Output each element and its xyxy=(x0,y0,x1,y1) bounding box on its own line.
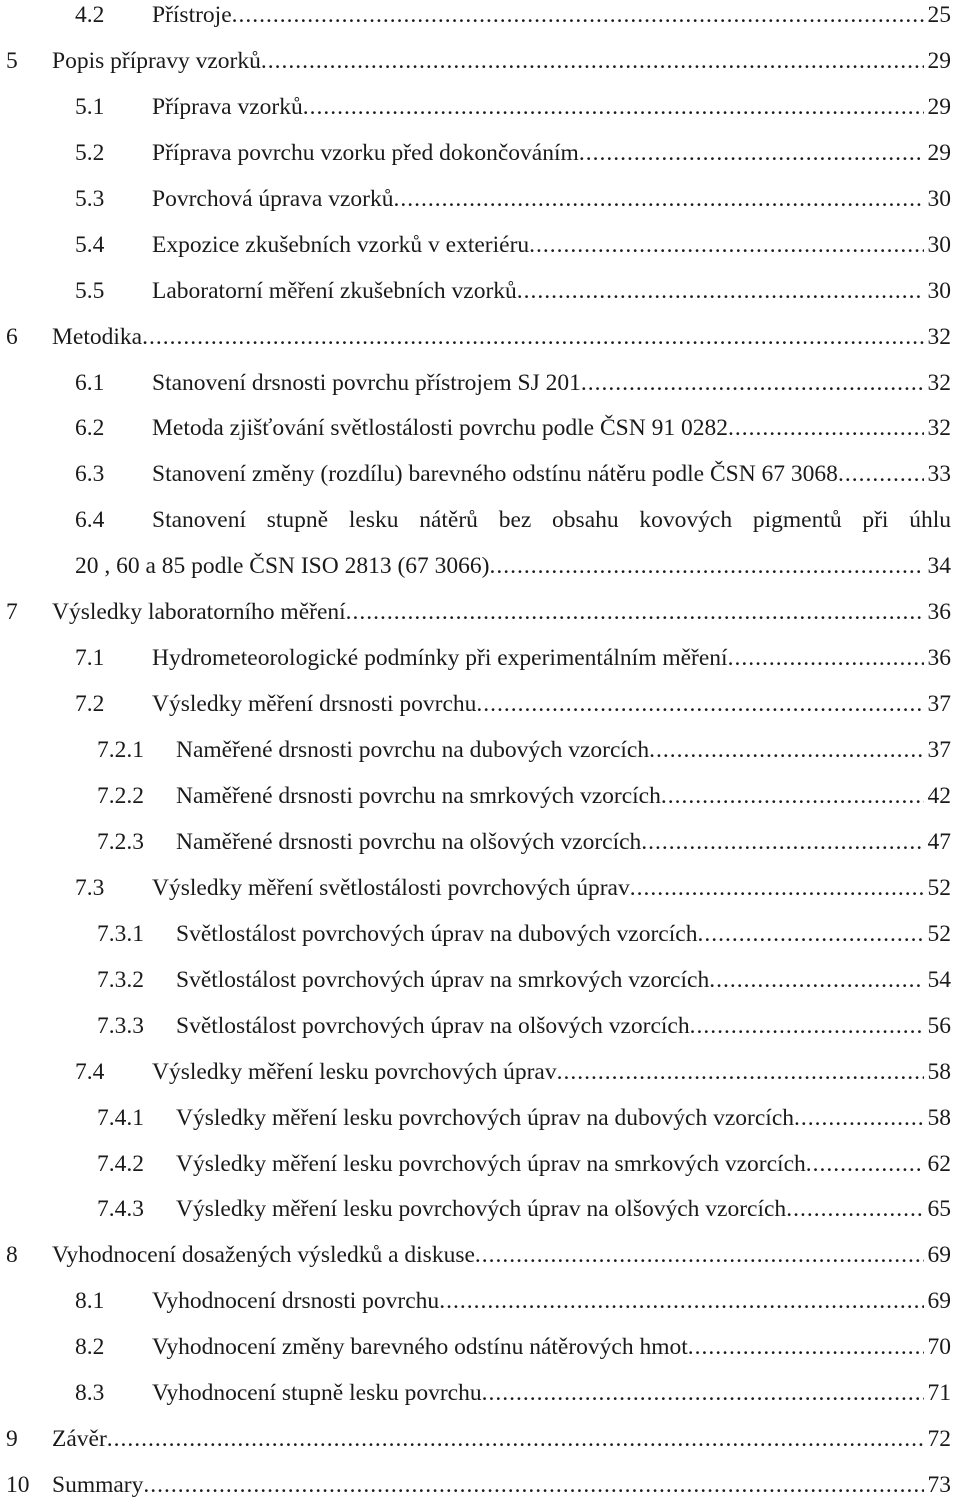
toc-entry-title: Naměřené drsnosti povrchu na smrkových vzorcích xyxy=(176,782,661,809)
toc-entry-title: Výsledky měření lesku povrchových úprav xyxy=(152,1058,557,1085)
toc-entry[interactable] xyxy=(0,735,951,765)
toc-entry-page-number: 29 xyxy=(927,139,951,166)
toc-entry-title: Expozice zkušebních vzorků v exteriéru xyxy=(152,231,530,258)
toc-dot-leader xyxy=(439,1286,923,1316)
toc-dot-leader xyxy=(232,0,924,30)
toc-entry-page-number: 37 xyxy=(927,691,951,718)
toc-entry[interactable] xyxy=(0,965,951,995)
toc-entry-page-number: 52 xyxy=(927,920,951,947)
toc-entry-page-number: 29 xyxy=(927,47,951,74)
toc-dot-leader xyxy=(630,873,924,903)
toc-entry-number: 5.1 xyxy=(75,93,105,120)
toc-entry-page-number: 32 xyxy=(927,323,951,350)
toc-entry-title: Výsledky měření lesku povrchových úprav na smrkových vzorcích xyxy=(176,1150,806,1177)
toc-entry-title: Stanovení drsnosti povrchu přístrojem SJ 201 xyxy=(152,369,581,396)
toc-entry-number: 10 xyxy=(6,1472,30,1499)
toc-entry-page-number: 32 xyxy=(927,369,951,396)
toc-entry-number: 6.4 xyxy=(75,507,105,534)
toc-dot-leader xyxy=(482,1378,924,1408)
toc-entry-number: 5.4 xyxy=(75,231,105,258)
toc-entry[interactable] xyxy=(0,1286,951,1316)
toc-entry[interactable] xyxy=(0,1149,951,1179)
toc-entry-number: 7.1 xyxy=(75,645,105,672)
toc-entry[interactable] xyxy=(0,1057,951,1087)
toc-entry-number: 8.1 xyxy=(75,1288,105,1315)
toc-entry-title: Výsledky měření lesku povrchových úprav na olšových vzorcích xyxy=(176,1196,787,1223)
toc-dot-leader xyxy=(697,919,923,949)
toc-dot-leader xyxy=(661,781,924,811)
toc-entry-number: 6.2 xyxy=(75,415,105,442)
toc-dot-leader xyxy=(393,184,923,214)
toc-entry-title: Světlostálost povrchových úprav na olšových vzorcích xyxy=(176,1012,690,1039)
toc-entry[interactable] xyxy=(0,322,951,352)
toc-entry-page-number: 62 xyxy=(927,1150,951,1177)
toc-entry[interactable] xyxy=(0,597,951,627)
toc-dot-leader xyxy=(690,1011,924,1041)
toc-entry-number: 7.2.3 xyxy=(97,828,144,855)
toc-entry[interactable] xyxy=(0,781,951,811)
toc-entry-title: Stanovení stupně lesku nátěrů bez obsahu kovových pigmentů při úhlu xyxy=(152,507,951,534)
toc-entry-number: 7.4 xyxy=(75,1058,105,1085)
toc-dot-leader xyxy=(641,827,923,857)
toc-entry-number: 6.1 xyxy=(75,369,105,396)
toc-entry-page-number: 29 xyxy=(927,93,951,120)
toc-dot-leader xyxy=(649,735,923,765)
toc-entry[interactable] xyxy=(0,689,951,719)
toc-entry-number: 7.3.2 xyxy=(97,966,144,993)
toc-dot-leader xyxy=(490,551,924,581)
toc-entry[interactable] xyxy=(0,1332,951,1362)
toc-entry-title: Světlostálost povrchových úprav na dubových vzorcích xyxy=(176,920,698,947)
toc-entry[interactable] xyxy=(0,1240,951,1270)
toc-entry-number: 7.2.1 xyxy=(97,737,144,764)
toc-entry-page-number: 69 xyxy=(927,1288,951,1315)
toc-entry-title: Výsledky laboratorního měření xyxy=(52,599,346,626)
toc-entry-number: 7.4.1 xyxy=(97,1104,144,1131)
toc-dot-leader xyxy=(581,368,924,398)
toc-entry-title: Příprava vzorků xyxy=(152,93,303,120)
toc-entry-title: Hydrometeorologické podmínky při experimentálním měření xyxy=(152,645,728,672)
toc-entry-page-number: 34 xyxy=(927,553,951,580)
toc-entry-title: Výsledky měření světlostálosti povrchových úprav xyxy=(152,874,630,901)
toc-entry-number: 7.2.2 xyxy=(97,782,144,809)
toc-entry-page-number: 70 xyxy=(927,1334,951,1361)
toc-entry[interactable] xyxy=(0,1470,951,1500)
toc-entry-page-number: 52 xyxy=(927,874,951,901)
toc-entry-title: Metoda zjišťování světlostálosti povrchu podle ČSN 91 0282 xyxy=(152,415,728,442)
toc-entry[interactable] xyxy=(0,276,951,306)
toc-entry[interactable] xyxy=(0,1424,951,1454)
toc-entry-page-number: 30 xyxy=(927,277,951,304)
toc-entry-page-number: 36 xyxy=(927,645,951,672)
toc-entry[interactable] xyxy=(0,551,951,581)
toc-dot-leader xyxy=(709,965,923,995)
toc-entry-title: Naměřené drsnosti povrchu na olšových vzorcích xyxy=(176,828,642,855)
toc-entry-page-number: 58 xyxy=(927,1058,951,1085)
toc-entry-title: Vyhodnocení stupně lesku povrchu xyxy=(152,1380,482,1407)
toc-entry[interactable] xyxy=(0,413,951,443)
toc-entry-number: 5.3 xyxy=(75,185,105,212)
toc-entry[interactable] xyxy=(0,1103,951,1133)
toc-entry-page-number: 32 xyxy=(927,415,951,442)
toc-entry-page-number: 33 xyxy=(927,461,951,488)
toc-entry-title: Vyhodnocení změny barevného odstínu nátěrových hmot xyxy=(152,1334,688,1361)
toc-entry-number: 9 xyxy=(6,1426,18,1453)
toc-entry[interactable] xyxy=(0,1011,951,1041)
toc-entry-page-number: 58 xyxy=(927,1104,951,1131)
toc-entry-title: Příprava povrchu vzorku před dokončováním xyxy=(152,139,579,166)
toc-dot-leader xyxy=(476,689,923,719)
toc-entry-page-number: 47 xyxy=(927,828,951,855)
toc-entry[interactable] xyxy=(0,505,951,535)
toc-entry-page-number: 30 xyxy=(927,185,951,212)
toc-entry-page-number: 30 xyxy=(927,231,951,258)
toc-entry-number: 7.4.2 xyxy=(97,1150,144,1177)
toc-entry-number: 5.5 xyxy=(75,277,105,304)
toc-entry-number: 7.2 xyxy=(75,691,105,718)
toc-entry-number: 7 xyxy=(6,599,18,626)
toc-entry-title: Závěr xyxy=(52,1426,107,1453)
toc-dot-leader xyxy=(517,276,924,306)
toc-entry[interactable] xyxy=(0,827,951,857)
toc-entry-page-number: 25 xyxy=(927,2,951,28)
toc-dot-leader xyxy=(143,1470,923,1500)
toc-dot-leader xyxy=(806,1149,924,1179)
toc-entry-number: 7.3 xyxy=(75,874,105,901)
toc-entry[interactable] xyxy=(0,0,951,30)
toc-entry-page-number: 71 xyxy=(927,1380,951,1407)
toc-entry[interactable] xyxy=(0,643,951,673)
toc-dot-leader xyxy=(688,1332,924,1362)
toc-entry-title: Vyhodnocení dosažených výsledků a diskuse xyxy=(52,1242,475,1269)
toc-entry-title: 20 , 60 a 85 podle ČSN ISO 2813 (67 3066) xyxy=(75,553,490,580)
toc-dot-leader xyxy=(579,138,924,168)
toc-entry-number: 8 xyxy=(6,1242,18,1269)
toc-entry-number: 5 xyxy=(6,47,18,74)
toc-dot-leader xyxy=(261,46,924,76)
toc-dot-leader xyxy=(557,1057,924,1087)
toc-entry[interactable] xyxy=(0,1194,951,1224)
toc-dot-leader xyxy=(728,413,924,443)
toc-entry[interactable] xyxy=(0,873,951,903)
toc-entry-number: 7.3.1 xyxy=(97,920,144,947)
toc-entry[interactable] xyxy=(0,138,951,168)
toc-entry-page-number: 73 xyxy=(927,1472,951,1499)
toc-entry-title: Naměřené drsnosti povrchu na dubových vzorcích xyxy=(176,737,650,764)
toc-entry-number: 5.2 xyxy=(75,139,105,166)
toc-entry-title: Metodika xyxy=(52,323,143,350)
toc-dot-leader xyxy=(838,459,924,489)
toc-entry-page-number: 54 xyxy=(927,966,951,993)
toc-dot-leader xyxy=(475,1240,924,1270)
toc-dot-leader xyxy=(107,1424,924,1454)
toc-entry-page-number: 56 xyxy=(927,1012,951,1039)
toc-entry-title: Laboratorní měření zkušebních vzorků xyxy=(152,277,517,304)
toc-entry[interactable] xyxy=(0,919,951,949)
toc-entry[interactable] xyxy=(0,184,951,214)
toc-entry-number: 8.2 xyxy=(75,1334,105,1361)
toc-entry[interactable] xyxy=(0,1378,951,1408)
toc-entry-title: Výsledky měření drsnosti povrchu xyxy=(152,691,477,718)
toc-dot-leader xyxy=(728,643,924,673)
toc-entry-page-number: 65 xyxy=(927,1196,951,1223)
toc-dot-leader xyxy=(794,1103,924,1133)
toc-entry-title: Stanovení změny (rozdílu) barevného odstínu nátěru podle ČSN 67 3068 xyxy=(152,461,838,488)
toc-entry-page-number: 36 xyxy=(927,599,951,626)
toc-entry[interactable] xyxy=(0,46,951,76)
toc-entry-number: 6.3 xyxy=(75,461,105,488)
toc-dot-leader xyxy=(303,92,924,122)
toc-entry-number: 6 xyxy=(6,323,18,350)
toc-dot-leader xyxy=(529,230,923,260)
toc-entry-title: Přístroje xyxy=(152,2,232,28)
toc-dot-leader xyxy=(142,322,923,352)
toc-entry-title: Vyhodnocení drsnosti povrchu xyxy=(152,1288,440,1315)
toc-entry-title: Summary xyxy=(52,1472,144,1499)
toc-entry-page-number: 37 xyxy=(927,737,951,764)
toc-entry-number: 7.3.3 xyxy=(97,1012,144,1039)
toc-dot-leader xyxy=(346,597,924,627)
toc-entry-page-number: 72 xyxy=(927,1426,951,1453)
toc-dot-leader xyxy=(786,1194,923,1224)
toc-entry[interactable] xyxy=(0,459,951,489)
toc-entry-page-number: 42 xyxy=(927,782,951,809)
toc-entry-title: Výsledky měření lesku povrchových úprav na dubových vzorcích xyxy=(176,1104,794,1131)
toc-entry-number: 7.4.3 xyxy=(97,1196,144,1223)
toc-entry-title: Povrchová úprava vzorků xyxy=(152,185,394,212)
toc-entry[interactable] xyxy=(0,230,951,260)
toc-entry-page-number: 69 xyxy=(927,1242,951,1269)
toc-entry-number: 8.3 xyxy=(75,1380,105,1407)
toc-entry-title: Popis přípravy vzorků xyxy=(52,47,261,74)
toc-entry-number: 4.2 xyxy=(75,2,105,28)
toc-entry[interactable] xyxy=(0,92,951,122)
toc-entry[interactable] xyxy=(0,368,951,398)
toc-entry-title: Světlostálost povrchových úprav na smrkových vzorcích xyxy=(176,966,710,993)
